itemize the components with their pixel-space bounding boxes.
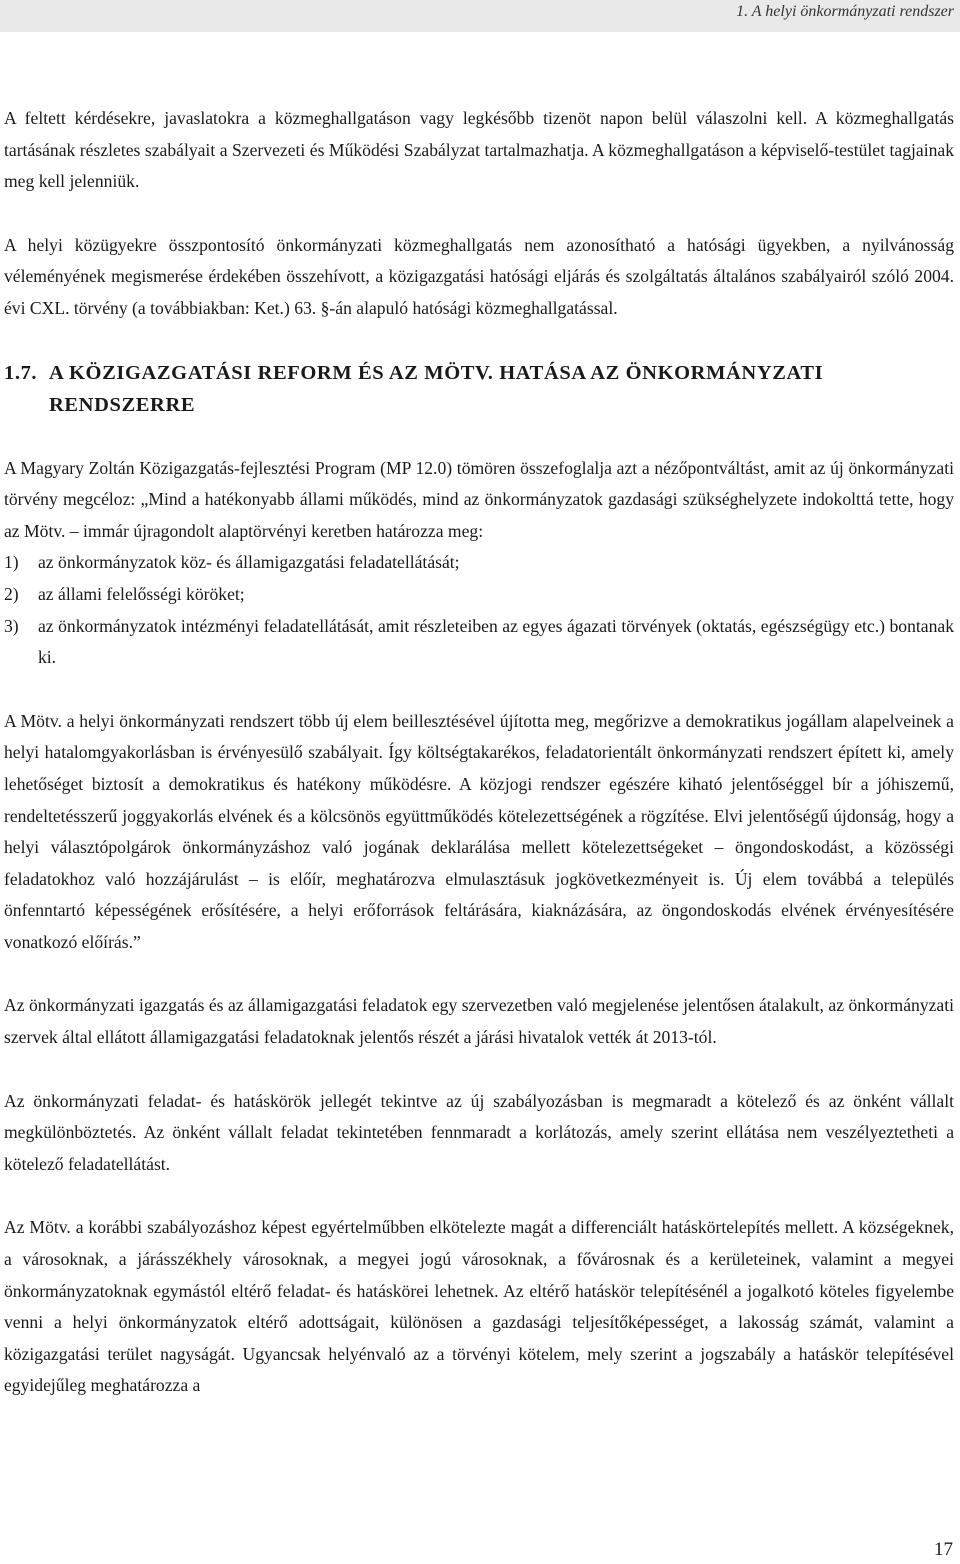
- paragraph-6: Az önkormányzati feladat- és hatáskörök jellegét tekintve az új szabályozásban is megmaradt a kötelező és az önként vállalt megkülönböztetés. Az önként vállalt feladat tekintetében fennmaradt a korlátozás, amely szerint ellátása nem veszélyeztetheti a kötelező feladatellátást.: [4, 1090, 954, 1174]
- running-header: [0, 0, 960, 32]
- paragraph-7: Az Mötv. a korábbi szabályozáshoz képest egyértelműbben elkötelezte magát a differenciált hatáskörtelepítés mellett. A községeknek, a városoknak, a járásszékhely városoknak, a megyei jogú városoknak, a fővárosnak és a kerületeinek, valamint a megyei önkormányzatoknak egymástól eltérő feladat- és hatáskörei lehetnek. Az eltérő hatáskör telepítésénél a jogalkotó köteles figyelembe venni a helyi önkormányzatok eltérő adottságait, különösen a gazdasági teljesítőképességet, a lakosság számát, valamint a közigazgatási terület nagyságát. Ugyancsak helyénvaló az a törvényi kötelem, mely szerint a jogszabály a hatáskör telepítésével egyidejűleg meghatározza a: [4, 1217, 954, 1396]
- list-item-text: az állami felelősségi köröket;: [38, 583, 245, 604]
- list-item-text: az önkormányzatok köz- és államigazgatási feladatellátását;: [38, 552, 460, 573]
- list-item-number: 3): [4, 615, 19, 636]
- running-title: 1. A helyi önkormányzati rendszer: [736, 3, 954, 20]
- list-item: [4, 611, 954, 674]
- paragraph-5: Az önkormányzati igazgatás és az államigazgatási feladatok egy szervezetben való megjelenése jelentősen átalakult, az önkormányzati szervek által ellátott államigazgatási feladatoknak jelentős részét a járási hivatalok vették át 2013-tól.: [4, 995, 954, 1048]
- list-item-text: az önkormányzatok intézményi feladatellátását, amit részleteiben az egyes ágazati törvények (oktatás, egészségügy etc.) bontanak ki.: [38, 615, 954, 668]
- paragraph-3: A Magyary Zoltán Közigazgatás-fejlesztési Program (MP 12.0) tömören összefoglalja azt a nézőpontváltást, amit az új önkormányzati törvény megcéloz: „Mind a hatékonyabb állami működés, mind az önkormányzatok gazdasági szükséghelyzete indokolttá tette, hogy az Mötv. – immár újragondolt alaptörvényi keretben határozza meg:: [4, 457, 954, 541]
- paragraph-1: A feltett kérdésekre, javaslatokra a közmeghallgatáson vagy legkésőbb tizenöt napon belül válaszolni kell. A közmeghallgatás tartásának részletes szabályait a Szervezeti és Működési Szabályzat tartalmazhatja. A közmeghallgatáson a képviselő-testület tagjainak meg kell jelenniük.: [4, 108, 954, 192]
- section-heading: [4, 357, 954, 421]
- list-item: [4, 547, 954, 579]
- enumerated-list: [4, 547, 954, 673]
- paragraph-2: A helyi közügyekre összpontosító önkormányzati közmeghallgatás nem azonosítható a hatósági ügyekben, a nyilvánosság véleményének megismerése érdekében összehívott, a közigazgatási hatósági eljárás és szolgáltatás általános szabályairól szóló 2004. évi CXL. törvény (a továbbiakban: Ket.) 63. §-án alapuló hatósági közmeghallgatással.: [4, 234, 954, 318]
- page-number: 17: [934, 1539, 953, 1560]
- list-item-number: 2): [4, 583, 19, 604]
- section-title: A KÖZIGAZGATÁSI REFORM ÉS AZ MÖTV. HATÁSA AZ ÖNKORMÁNYZATI RENDSZERRE: [49, 361, 824, 416]
- list-item-number: 1): [4, 552, 19, 573]
- page-body: [4, 103, 954, 1402]
- list-item: [4, 579, 954, 611]
- paragraph-4: A Mötv. a helyi önkormányzati rendszert több új elem beillesztésével újította meg, megőrizve a demokratikus jogállam alapelveinek a helyi hatalomgyakorlásban is érvényesülő szabályait. Így költségtakarékos, feladatorientált önkormányzati rendszert épített ki, amely lehetőséget biztosít a demokratikus és hatékony működésre. A közjogi rendszer egészére kiható jelentőséggel bír a jóhiszemű, rendeltetésszerű joggyakorlás elvének és a kölcsönös együttműködés kötelezettségének a rögzítése. Elvi jelentőségű újdonság, hogy a helyi választópolgárok önkormányzáshoz való jogának deklarálása mellett kötelezettségeket – öngondoskodást, a közösségi feladatokhoz való hozzájárulást – is előír, meghatározva elmulasztásuk jogkövetkezményeit is. Új elem továbbá a település önfenntartó képességének erősítésére, a helyi erőforrások feltárására, kiaknázására, az öngondoskodás elvének érvényesítésére vonatkozó előírás.”: [4, 710, 954, 952]
- section-number: 1.7.: [4, 361, 38, 384]
